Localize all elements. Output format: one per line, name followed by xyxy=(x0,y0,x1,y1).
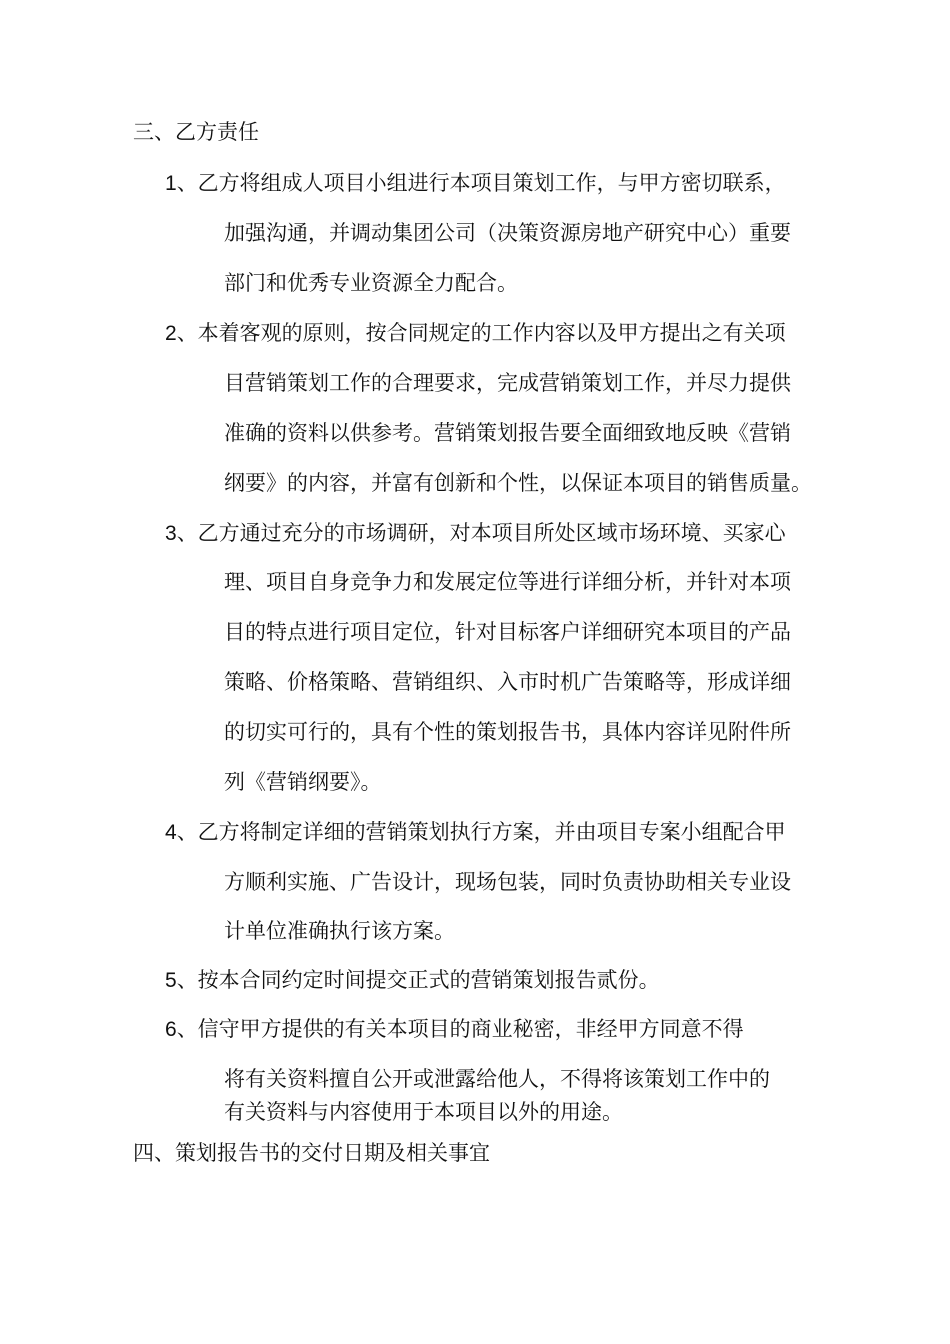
item-3-line-5: 的切实可行的，具有个性的策划报告书，具体内容详见附件所 xyxy=(224,720,791,744)
item-6-line-3: 有关资料与内容使用于本项目以外的用途。 xyxy=(224,1100,623,1124)
section-3-heading: 三、乙方责任 xyxy=(133,120,259,144)
item-3-line-3: 目的特点进行项目定位，针对目标客户详细研究本项目的产品 xyxy=(224,620,791,644)
item-3-line-6: 列《营销纲要》。 xyxy=(224,770,382,794)
item-6-line-1: 6、信守甲方提供的有关本项目的商业秘密，非经甲方同意不得 xyxy=(165,1017,744,1041)
item-6-line-2: 将有关资料擅自公开或泄露给他人，不得将该策划工作中的 xyxy=(224,1067,770,1091)
item-3-number: 3 xyxy=(165,522,177,545)
item-3-line-2: 理、项目自身竞争力和发展定位等进行详细分析，并针对本项 xyxy=(224,570,791,594)
item-2-line-2: 目营销策划工作的合理要求，完成营销策划工作，并尽力提供 xyxy=(224,371,791,395)
item-1-number: 1 xyxy=(165,172,177,195)
item-3-line-1: 3、乙方通过充分的市场调研，对本项目所处区域市场环境、买家心 xyxy=(165,521,786,545)
item-4-number: 4 xyxy=(165,821,177,844)
item-5-line-1: 5、按本合同约定时间提交正式的营销策划报告贰份。 xyxy=(165,968,660,992)
item-3-line-4: 策略、价格策略、营销组织、入市时机广告策略等，形成详细 xyxy=(224,670,791,694)
item-4-line-1: 4、乙方将制定详细的营销策划执行方案，并由项目专案小组配合甲 xyxy=(165,820,786,844)
item-1-line-1: 1、乙方将组成人项目小组进行本项目策划工作，与甲方密切联系， xyxy=(165,171,786,195)
item-1-line-2: 加强沟通，并调动集团公司（决策资源房地产研究中心）重要 xyxy=(224,221,791,245)
item-2-line-3: 准确的资料以供参考。营销策划报告要全面细致地反映《营销 xyxy=(224,421,791,445)
item-1-line-3: 部门和优秀专业资源全力配合。 xyxy=(224,271,518,295)
item-5-number: 5 xyxy=(165,969,177,992)
item-2-number: 2 xyxy=(165,322,177,345)
item-2-line-4: 纲要》的内容，并富有创新和个性，以保证本项目的销售质量。 xyxy=(224,471,812,495)
section-4-heading: 四、策划报告书的交付日期及相关事宜 xyxy=(133,1141,490,1165)
item-2-line-1: 2、本着客观的原则，按合同规定的工作内容以及甲方提出之有关项 xyxy=(165,321,786,345)
item-4-line-3: 计单位准确执行该方案。 xyxy=(224,919,455,943)
item-4-line-2: 方顺利实施、广告设计，现场包装，同时负责协助相关专业设 xyxy=(224,870,791,894)
item-6-number: 6 xyxy=(165,1018,177,1041)
